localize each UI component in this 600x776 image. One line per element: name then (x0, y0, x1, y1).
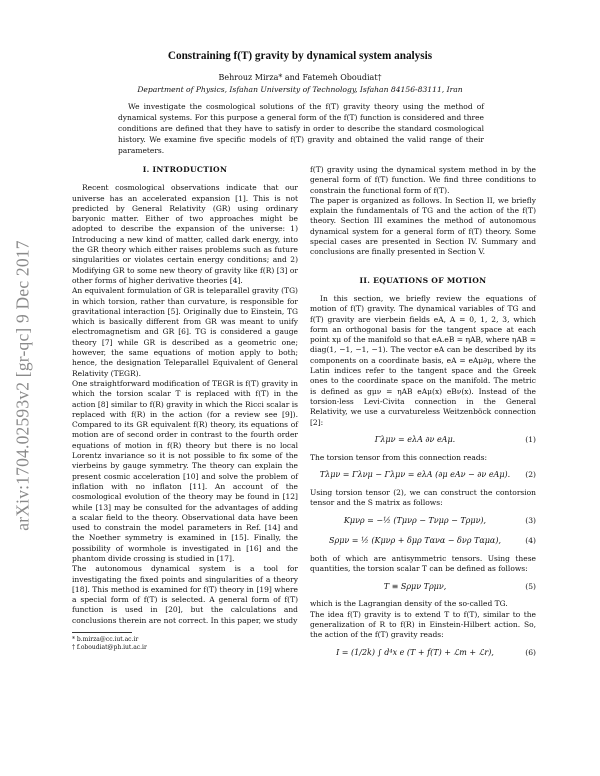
footnote: * b.mirza@cc.iut.ac.ir (72, 636, 139, 644)
equation: Tλμν = Γλνμ − Γλμν = eλA (∂μ eAν − ∂ν eAμ). (2) (319, 470, 536, 480)
equation: T ≡ Sρμν Tρμν, (5) (383, 581, 536, 591)
right-column (310, 165, 536, 666)
body-paragraph: both of which are antisymmetric tensors. Using these quantities, the torsion scalar T can be defined as follows: (310, 553, 536, 574)
authors: Behrouz Mirza* and Fatemeh Oboudiat† (218, 73, 382, 82)
paper-title: Constraining f(T) gravity by dynamical system analysis (167, 50, 433, 62)
equation: Γλμν = eλA ∂ν eAμ. (1) (374, 435, 536, 445)
intro-paragraph: f(T) gravity using the dynamical system method in by the general form of f(T) function. We find three conditions to constrain the functional form of f(T). (310, 165, 536, 195)
footnote: † f.oboudiat@ph.iut.ac.ir (72, 644, 147, 652)
intro-paragraph: The paper is organized as follows. In Section II, we briefly explain the fundamentals of TG and the action of the f(T) theory. Section III examines the method of autonomous dynamical system for a general form of f(T) theory. Some special cases are presented in Section IV. Summary and conclusions are finally presented in Section V. (310, 195, 536, 257)
body-paragraph: The torsion tensor from this connection reads: (310, 452, 488, 462)
body-paragraph: In this section, we briefly review the equations of motion of f(T) gravity. The dynamical variables of TG and f(T) gravity are vierbein fields eA, A = 0, 1, 2, 3, which form an orthogonal basis for the tangent space at each point xμ of the manifold so that eA.eB = ηAB, where ηAB = diag(1, −1, −1, −1). The vector eA can be described by its components on a coordinate basis, eA = eAμ∂μ, where the Latin indices refer to the tangent space and the Greek ones to the coordinate space on the manifold. The metric is defined as gμν = ηAB eAμ(x) eBν(x). Instead of the torsion-less Levi-Civita connection in the General Relativity, we use a curvatureless Weitzenböck connection [2]: (310, 293, 536, 427)
intro-paragraph: One straightforward modification of TEGR is f(T) gravity in which the torsion scalar T is replaced with f(T) in the action [8] similar to f(R) gravity in which the Ricci scalar is replaced with f(R) in the action (for a review see [9]). Compared to its GR equivalent f(R) theory, its equations of motion are of second order in contrast to the fourth order equations of motion in f(R) theory but there is no local Lorentz invariance so it is not possible to fix some of the vierbeins by gauge symmetry. The theory can explain the present cosmic acceleration [10] and solve the problem of inflation with no inflaton [11]. An account of the cosmological evolution of the theory may be found in [12] while [13] may be consulted for the advantages of adding a scalar field to the theory. Observational data have been used to constrain the model parameters in Ref. [14] and the Noether symmetry is examined in [15]. Finally, the possibility of wormhole is investigated in [16] and the phantom divide crossing is studied in [17]. (72, 378, 298, 563)
intro-paragraph: Recent cosmological observations indicate that our universe has an accelerated expansion [1]. This is not predicted by General Relativity (GR) using ordinary baryonic matter. Either of two approaches might be adopted to describe the expansion of the universe: 1) Introducing a new kind of matter, called dark energy, into the GR theory which either raises problems such as future singularities or violates certain energy conditions; and 2) Modifying GR to some new theory of gravity like f(R) [3] or other forms of higher derivative theories [4]. (72, 183, 298, 285)
section-heading-introduction: I. INTRODUCTION (142, 165, 228, 174)
equation: Kμνρ = −½ (Tμνρ − Tνμρ − Tρμν), (3) (343, 516, 536, 526)
body-paragraph: The idea f(T) gravity is to extend T to f(T), similar to the generalization of R to f(R) in Einstein-Hilbert action. So, the action of the f(T) gravity reads: (310, 609, 536, 640)
left-column (72, 165, 298, 652)
intro-paragraph: An equivalent formulation of GR is teleparallel gravity (TG) in which torsion, rather than curvature, is responsible for gravitational interaction [5]. Originally due to Einstein, TG which is basically different from GR was meant to unify electromagnetism and GR [6]. TG is considered a gauge theory [7] while GR is described as a geometric one; however, the same equations of motion apply to both; hence, the designation Teleparallel Equivalent of General Relativity (TEGR). (72, 286, 298, 378)
abstract: We investigate the cosmological solutions of the f(T) gravity theory using the method of dynamical systems. For this purpose a general form of the f(T) function is considered and three conditions are defined that they have to satisfy in order to describe the standard cosmological history. We examine five specific models of f(T) gravity and obtained the valid range of their parameters. (118, 102, 484, 155)
section-heading-equations: II. EQUATIONS OF MOTION (359, 275, 487, 285)
footnote-rule (72, 632, 132, 633)
intro-paragraph: The autonomous dynamical system is a tool for investigating the fixed points and singularities of a theory [18]. This method is examined for f(T) theory in [19] where a special form of f(T) is selected. A general form of f(T) function is used in [20], but the calculations and conclusions therein are not correct. In this paper, we study (72, 564, 298, 625)
affiliation: Department of Physics, Isfahan University of Technology, Isfahan 84156-83111, Iran (137, 85, 463, 94)
arxiv-watermark: arXiv:1704.02593v2 [gr-qc] 9 Dec 2017 (12, 239, 33, 531)
body-paragraph: which is the Lagrangian density of the so-called TG. (310, 599, 508, 609)
equation: Sρμν = ½ (Kμνρ + δμρ Tανα − δνρ Tαμα), (4) (329, 536, 536, 546)
equation: I = (1/2k) ∫ d⁴x e (T + f(T) + ℒm + ℒr), (6) (336, 647, 536, 657)
body-paragraph: Using torsion tensor (2), we can construct the contorsion tensor and the S matrix as follows: (310, 488, 536, 508)
